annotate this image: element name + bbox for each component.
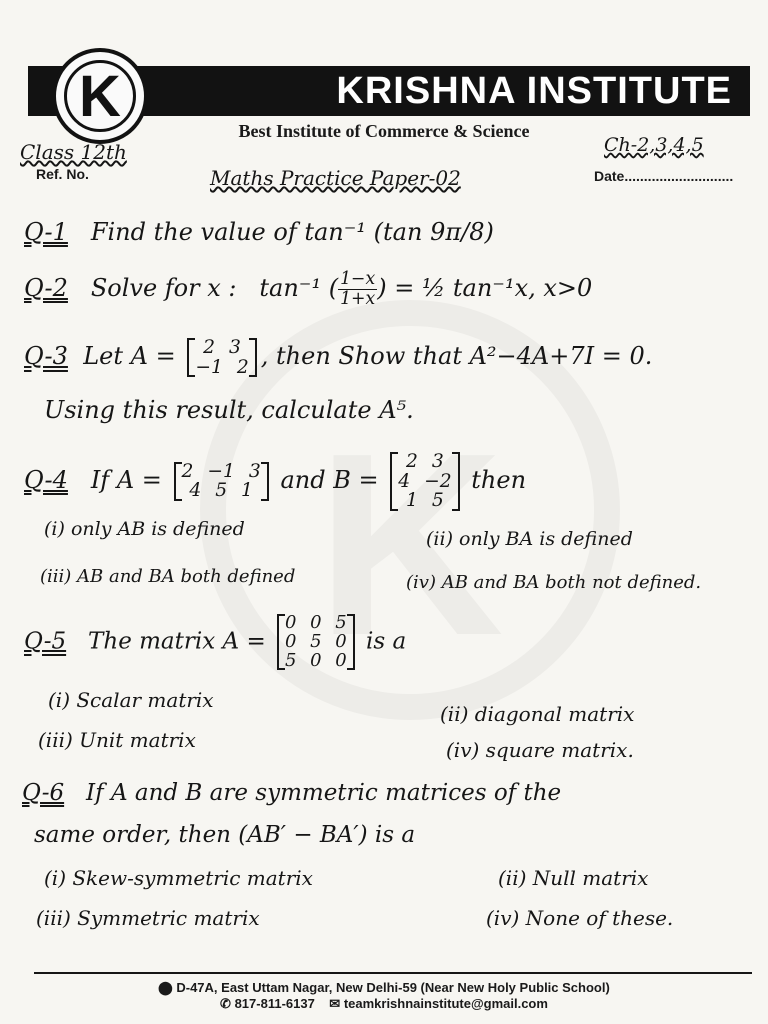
matrix-row: 4 5 1 bbox=[189, 480, 253, 502]
logo-letter: K bbox=[64, 60, 136, 132]
question-6-label: Q-6 bbox=[22, 780, 65, 806]
question-6-line-2: same order, then (AB′ − BA′) is a bbox=[34, 822, 416, 848]
matrix-a-q4 bbox=[174, 462, 269, 501]
location-icon: ⬤ bbox=[158, 980, 173, 995]
fraction-denominator: 1+x bbox=[340, 289, 376, 309]
question-3 bbox=[24, 338, 652, 377]
matrix-a-q3 bbox=[187, 338, 256, 377]
phone-icon: ✆ bbox=[220, 996, 231, 1011]
footer-address: D-47A, East Uttam Nagar, New Delhi-59 (Near New Holy Public School) bbox=[176, 980, 610, 995]
question-5-option-3: (iii) Unit matrix bbox=[38, 728, 196, 752]
question-4-option-1: (i) only AB is defined bbox=[44, 518, 245, 540]
question-4-suffix: then bbox=[471, 465, 527, 494]
matrix-row: 4 −2 bbox=[398, 470, 452, 492]
footer-divider bbox=[34, 972, 752, 974]
matrix-row: 1 5 bbox=[406, 490, 444, 512]
date-field: Date............................ bbox=[594, 168, 734, 184]
question-6-option-1: (i) Skew-symmetric matrix bbox=[44, 866, 313, 890]
question-1 bbox=[24, 218, 494, 246]
question-4-option-2: (ii) only BA is defined bbox=[426, 528, 633, 550]
email-icon: ✉ bbox=[329, 996, 341, 1011]
question-5-prefix: The matrix A = bbox=[88, 628, 266, 655]
question-5 bbox=[24, 614, 406, 670]
footer-contact-line bbox=[0, 996, 768, 1012]
chapters-label: Ch-2,3,4,5 bbox=[604, 134, 704, 156]
question-2-label: Q-2 bbox=[24, 274, 68, 302]
matrix-a-q5 bbox=[277, 614, 355, 670]
question-3-label: Q-3 bbox=[24, 342, 68, 371]
footer-phone: 817-811-6137 bbox=[234, 996, 315, 1011]
fraction-numerator: 1−x bbox=[340, 269, 376, 289]
matrix-row: 2 3 bbox=[406, 451, 444, 472]
matrix-row: 5 0 0 bbox=[285, 649, 347, 671]
footer-email: teamkrishnainstitute@gmail.com bbox=[343, 996, 548, 1011]
question-5-option-4: (iv) square matrix. bbox=[446, 738, 634, 762]
class-label: Class 12th bbox=[20, 140, 127, 164]
question-2-suffix: = ½ tan⁻¹x, x>0 bbox=[394, 274, 593, 302]
question-1-text: Find the value of tan⁻¹ (tan 9π/8) bbox=[90, 218, 494, 246]
question-2-prefix: Solve for x : bbox=[90, 274, 237, 302]
question-5-label: Q-5 bbox=[24, 628, 67, 655]
question-4-option-4: (iv) AB and BA both not defined. bbox=[406, 572, 702, 593]
matrix-row: 0 5 0 bbox=[285, 630, 347, 652]
matrix-row: 2 −1 3 bbox=[181, 460, 261, 482]
question-6-option-2: (ii) Null matrix bbox=[498, 866, 649, 890]
question-3-suffix: , then Show that A²−4A+7I = 0. bbox=[260, 342, 653, 371]
question-3-line-2: Using this result, calculate A⁵. bbox=[44, 396, 414, 424]
institute-name: KRISHNA INSTITUTE bbox=[336, 70, 732, 112]
question-4-mid: and B = bbox=[280, 465, 379, 494]
question-6-option-3: (iii) Symmetric matrix bbox=[36, 906, 260, 930]
question-5-suffix: is a bbox=[366, 628, 407, 655]
question-4-label: Q-4 bbox=[24, 465, 68, 494]
question-5-option-1: (i) Scalar matrix bbox=[48, 688, 214, 712]
matrix-row: 0 0 5 bbox=[285, 612, 347, 633]
question-4-prefix: If A = bbox=[90, 465, 162, 494]
institute-tagline: Best Institute of Commerce & Science bbox=[238, 121, 530, 141]
matrix-row: −1 2 bbox=[195, 356, 249, 378]
question-4-option-3: (iii) AB and BA both defined bbox=[40, 566, 296, 587]
question-1-label: Q-1 bbox=[24, 218, 68, 246]
matrix-row: 2 3 bbox=[203, 337, 241, 358]
question-2-tan: tan⁻¹ bbox=[259, 274, 322, 302]
question-6-line-1: If A and B are symmetric matrices of the bbox=[86, 780, 562, 806]
question-6 bbox=[22, 780, 561, 806]
ref-no-label: Ref. No. bbox=[36, 166, 89, 182]
question-2: Q-2 Solve for x : tan⁻¹ ( $\frac{1-x}{1+x}$ ) = ½ tan⁻¹x, x>0 bbox=[24, 269, 593, 309]
question-2-fraction bbox=[338, 270, 377, 309]
footer-address-line bbox=[0, 980, 768, 996]
matrix-b-q4 bbox=[390, 452, 459, 511]
question-5-option-2: (ii) diagonal matrix bbox=[440, 702, 635, 726]
question-4 bbox=[24, 452, 526, 511]
paper-title: Maths Practice Paper-02 bbox=[210, 166, 461, 190]
question-6-option-4: (iv) None of these. bbox=[486, 906, 674, 930]
question-3-prefix: Let A = bbox=[83, 342, 176, 371]
